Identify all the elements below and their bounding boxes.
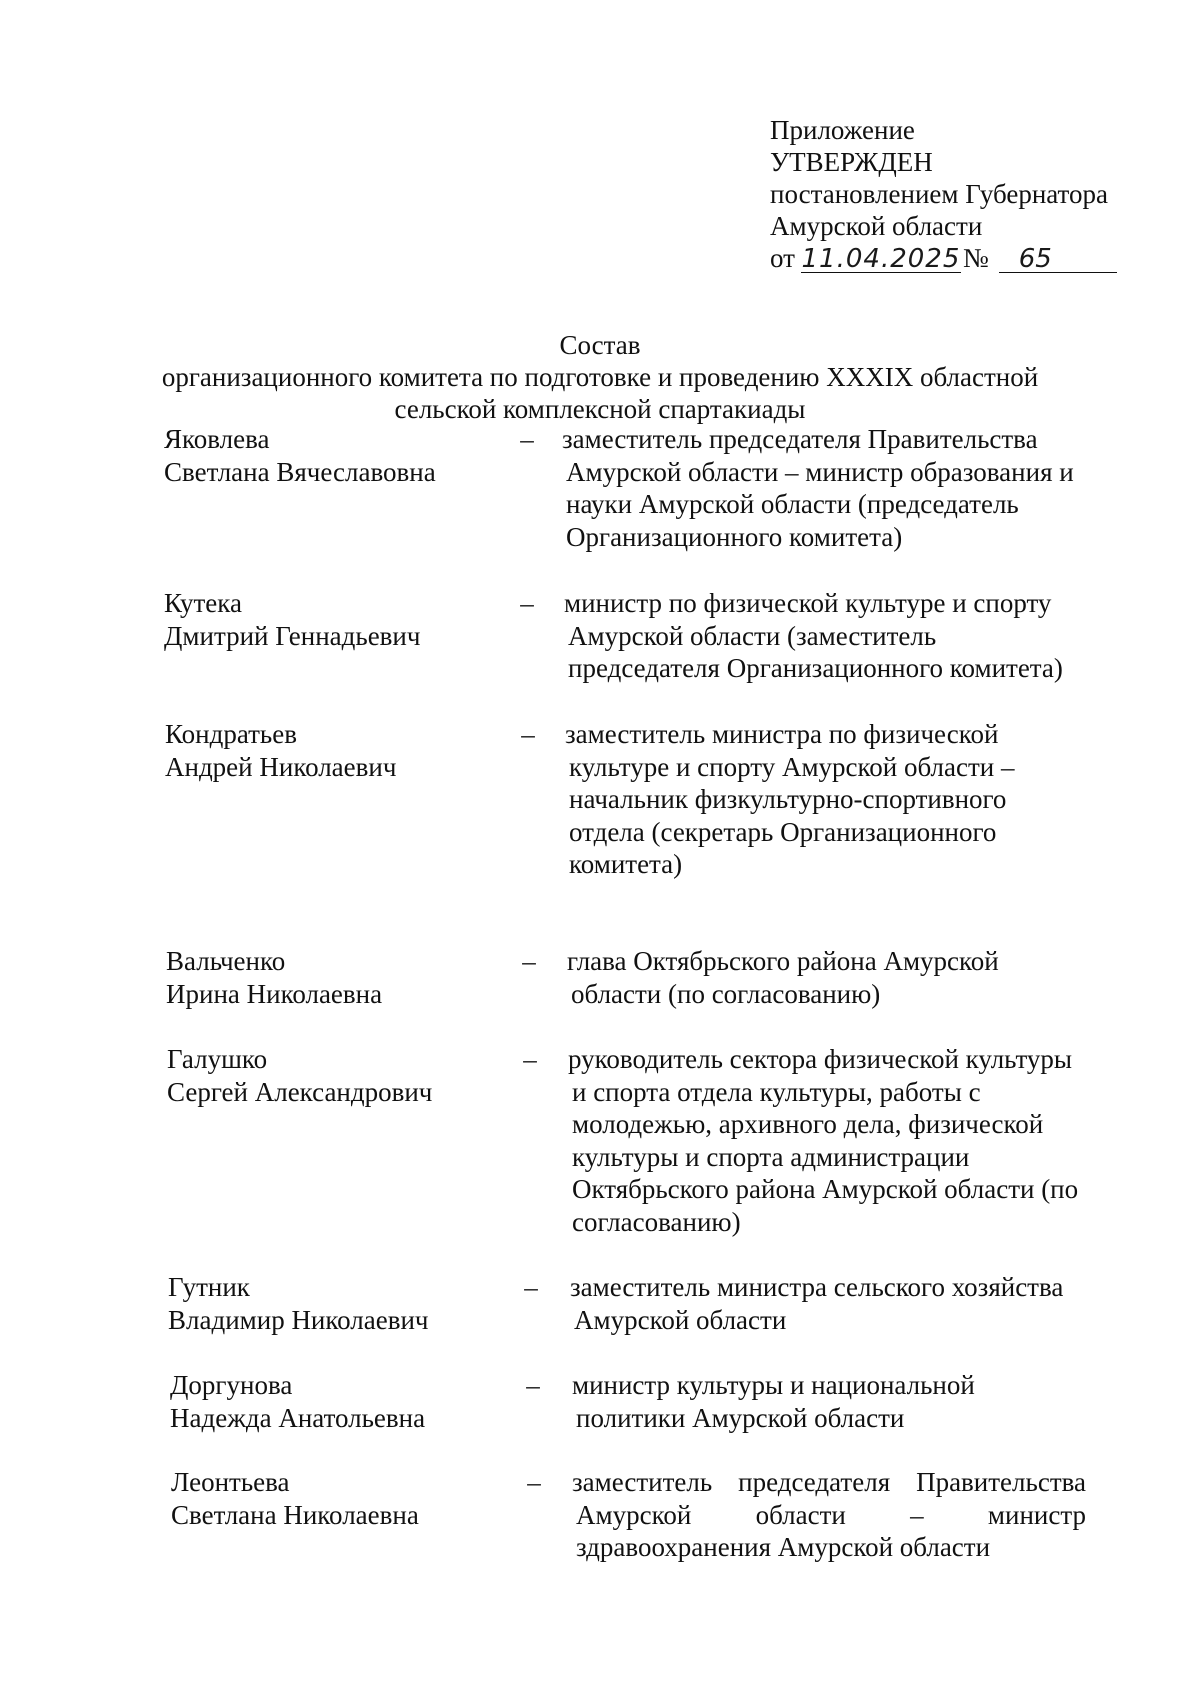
member-position-line: и спорта отдела культуры, работы с xyxy=(572,1076,981,1107)
member-surname: Леонтьева xyxy=(171,1467,290,1497)
member-position-line xyxy=(572,1499,1086,1532)
member-given-name: Дмитрий Геннадьевич xyxy=(164,620,421,651)
member-position-line: Амурской области – министр образования и xyxy=(566,456,1074,487)
member-name xyxy=(167,1043,507,1108)
position-word: председателя xyxy=(738,1467,891,1497)
member-position-line xyxy=(572,1466,1086,1499)
member-given-name: Светлана Вячеславовна xyxy=(164,456,436,487)
approval-approved-label: УТВЕРЖДЕН xyxy=(770,147,933,177)
member-position-line: глава Октябрьского района Амурской xyxy=(567,946,999,976)
member-surname: Галушко xyxy=(167,1044,268,1074)
member-dash: – xyxy=(520,588,534,618)
member-dash: – xyxy=(526,1370,540,1400)
approval-date-line xyxy=(770,242,1117,274)
member-given-name: Светлана Николаевна xyxy=(171,1499,419,1530)
member-position xyxy=(570,1271,1100,1336)
member-surname: Кутека xyxy=(164,588,242,618)
member-position-line: министр по физической культуре и спорту xyxy=(564,588,1052,618)
member-position-line: согласованию) xyxy=(572,1206,741,1237)
member-surname: Кондратьев xyxy=(165,719,297,749)
member-surname: Вальченко xyxy=(166,946,286,976)
member-position xyxy=(562,423,1092,553)
approval-handwritten-number: 65 xyxy=(999,246,1117,273)
member-given-name: Ирина Николаевна xyxy=(166,978,383,1009)
document-title xyxy=(0,329,1200,425)
member-position-line: отдела (секретарь Организационного xyxy=(569,816,997,847)
member-surname: Доргунова xyxy=(170,1370,293,1400)
member-position-line: Амурской области xyxy=(574,1304,787,1335)
member-position xyxy=(567,945,1097,1010)
member-name xyxy=(171,1466,511,1531)
member-position-line: науки Амурской области (председатель xyxy=(566,489,1019,519)
member-position-line: заместитель председателя Правительства xyxy=(562,424,1038,454)
member-position-line: культуры и спорта администрации xyxy=(572,1141,970,1172)
member-given-name: Владимир Николаевич xyxy=(168,1304,429,1335)
approval-number-label: № xyxy=(962,243,989,273)
member-dash: – xyxy=(524,1272,538,1302)
position-word: заместитель xyxy=(572,1467,713,1497)
position-word: области xyxy=(755,1499,846,1530)
position-word: – xyxy=(910,1499,924,1530)
member-name xyxy=(170,1369,510,1434)
member-position-line: начальник физкультурно-спортивного xyxy=(569,784,1007,814)
member-dash: – xyxy=(522,946,536,976)
member-position-line: области (по согласованию) xyxy=(571,978,881,1009)
approval-decree-label: постановлением Губернатора xyxy=(770,179,1108,209)
member-position-line: заместитель министра по физической xyxy=(565,719,999,749)
member-dash: – xyxy=(520,424,534,454)
member-position xyxy=(564,587,1094,685)
member-position xyxy=(568,1043,1098,1238)
approval-handwritten-date: 11.04.2025 xyxy=(801,244,961,274)
member-given-name: Надежда Анатольевна xyxy=(170,1402,426,1433)
approval-region-label: Амурской области xyxy=(770,211,983,241)
member-position xyxy=(572,1369,1102,1434)
title-line-1: Состав xyxy=(559,330,641,360)
position-word: Амурской xyxy=(576,1499,692,1530)
member-dash: – xyxy=(527,1467,541,1497)
member-given-name: Сергей Александрович xyxy=(167,1076,433,1107)
member-given-name: Андрей Николаевич xyxy=(165,751,397,782)
member-position-line: Октябрьского района Амурской области (по xyxy=(572,1174,1079,1204)
title-line-3: сельской комплексной спартакиады xyxy=(394,394,806,424)
member-name xyxy=(164,423,504,488)
member-position-line: руководитель сектора физической культуры xyxy=(568,1044,1073,1074)
approval-appendix-label: Приложение xyxy=(770,115,915,145)
member-position-line: министр культуры и национальной xyxy=(572,1370,975,1400)
member-surname: Яковлева xyxy=(164,424,270,454)
member-position-line: председателя Организационного комитета) xyxy=(568,653,1063,683)
member-position-line: молодежью, архивного дела, физической xyxy=(572,1109,1044,1139)
member-name xyxy=(166,945,506,1010)
member-surname: Гутник xyxy=(168,1272,250,1302)
member-position-line: культуре и спорту Амурской области – xyxy=(569,751,1015,782)
member-dash: – xyxy=(523,1044,537,1074)
member-position-line: заместитель министра сельского хозяйства xyxy=(570,1272,1064,1302)
member-position-line: Организационного комитета) xyxy=(566,521,903,552)
member-position-line: комитета) xyxy=(569,849,683,879)
member-position-line: здравоохранения Амурской области xyxy=(576,1532,991,1562)
member-position-line: политики Амурской области xyxy=(576,1402,905,1433)
member-position xyxy=(565,718,1095,881)
member-position-line: Амурской области (заместитель xyxy=(568,620,937,651)
approval-from-label: от xyxy=(770,243,795,273)
title-line-2: организационного комитета по подготовке и проведению XXXIX областной xyxy=(161,362,1039,392)
member-dash: – xyxy=(521,719,535,749)
member-name xyxy=(164,587,504,652)
position-word: министр xyxy=(987,1499,1086,1530)
member-position xyxy=(572,1466,1086,1564)
member-name xyxy=(168,1271,508,1336)
member-name xyxy=(165,718,505,783)
position-word: Правительства xyxy=(916,1467,1086,1497)
approval-stamp-block xyxy=(770,114,1117,274)
